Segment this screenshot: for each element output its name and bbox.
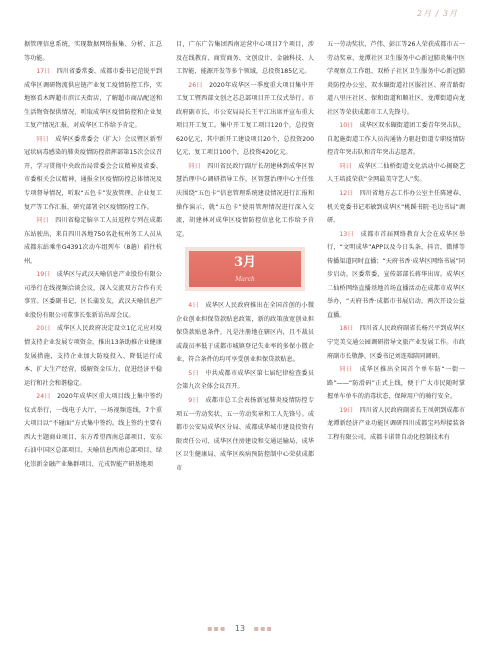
entry-date: 同日	[36, 217, 49, 225]
entry-date: 19日	[339, 406, 354, 414]
entry-text: 四川省委常委、成都市委书记范锐平到成华区调研物流供应链产业复工疫情防控工作，实地察看木晖超市滨江天街店，了解超市商品配送和生活物资保供情况，听取成华区疫情防控和企业复工复产情况汇报，对成华区工作给予肯定。	[24, 68, 162, 130]
entry-text: 成华区委常委会（扩大）会议暨区新型冠状病毒感染的肺炎疫情防控指挥部第15次会议召开，学习贯彻中央政治局常委会会议精神及省委、市委相关会议精神，通报全区疫情防控总体情况及专项督导情况，听取“五色卡”发放管理、企业复工复产等工作汇报，研究部署全区疫情防控工作。	[24, 135, 162, 211]
chronicle-entry	[327, 160, 465, 187]
entry-date: 18日	[339, 325, 354, 333]
entry-date: 24日	[36, 393, 51, 401]
entry-date: 12日	[339, 190, 354, 198]
entry-date: 13日	[339, 230, 355, 238]
chronicle-entry	[176, 160, 314, 241]
entry-date: 同日	[36, 135, 49, 143]
entry-date: 5日	[188, 369, 199, 377]
chronicle-entry	[327, 363, 465, 404]
column-3	[327, 38, 465, 444]
chronicle-entry	[176, 38, 314, 79]
page-number: 13	[234, 624, 246, 633]
entry-text: 目，广东广告集团西南运营中心项目7个项目，涉及在线教育、商贸商务、文创设计、金融科技、人工智能、能源开发等多个领域，总投资185亿元。	[176, 41, 314, 76]
entry-date: 同日	[339, 162, 352, 170]
chronicle-entry	[24, 65, 162, 133]
chronicle-entry	[176, 394, 314, 475]
entry-text: 五一劳动奖状，芦伟、彭江等26人荣获成都市五一劳动奖章，龙潭社区卫生服务中心新冠肺炎集中医学观察点工作组、双桥子社区卫生服务中心新冠肺炎防控办公室、双水碾街道社区服社区、府青路街道八里庄社区、保和街道和顺社区、龙潭街道向龙社区等荣获成都市工人先锋号。	[327, 41, 465, 116]
chronicle-entry	[24, 38, 162, 65]
chronicle-entry	[327, 322, 465, 363]
entry-date: 17日	[36, 68, 51, 76]
entry-text: 2020年成华区重大项目线上集中签约仪式举行，一线电子大厅、一场视频连线，7个重大项目以“不碰面”方式集中签约。线上签约主要有西大主题商业项目、东方希望西南总部项目、安东石油中国区总部项目、天喻信息西南总部项目、绿化崇新金融产业集群项目、元戎智能产研基地项	[24, 393, 162, 468]
entry-date: 同日	[188, 162, 201, 170]
chronicle-entry	[327, 119, 465, 160]
entry-date: 9日	[188, 397, 199, 405]
month-heading-box	[189, 251, 301, 287]
month-subtitle: March	[235, 276, 255, 284]
entry-text: 中共成都市成华区第七届纪律检查委员会第九次全体会议召开。	[176, 369, 314, 391]
chronicle-entry	[24, 268, 162, 322]
footer-decoration-left: ▪▪▪	[207, 624, 227, 633]
chronicle-entry	[24, 322, 162, 390]
entry-text: 成都市首届网络教育大会在成华区举行，“文明成华”APP以及今日头条、抖音、微博等传播渠道同时直播；“天府书香·成华区网络书展”同步启动。区委常委、宣传部部长蒋华出席。成华区二仙桥网络直播基地首场直播活动在成都市成华区举办，“天府书香·成都市书展启动，两次开设公益直播。	[327, 230, 465, 319]
entry-text: 据管理信息系统，实现数据网络报集、分析、汇总等功能。	[24, 41, 162, 62]
chronicle-entry	[327, 404, 465, 445]
chronicle-entry	[24, 214, 162, 268]
chronicle-entry	[176, 367, 314, 394]
entry-date: 4日	[188, 302, 199, 310]
entry-date: 19日	[36, 271, 51, 279]
entry-date: 26日	[188, 81, 203, 89]
entry-text: 成华区人民政府决定设立1亿元应对疫情支持企业发展专项资金，推出13条助推企业健康发展措施，支持企业加大防疫投入、降低运行成本、扩大生产经营、缓解资金压力，促进经济平稳运行和社会和谐稳定。	[24, 325, 162, 387]
entry-text: 成华区推出全国首个单车防“一街一路”——“防滑码”正式上线，便于广大市民随时掌握单车单车的消毒状态，保障用户的骑行安全。	[327, 366, 465, 401]
entry-text: 成华区双水碾街道团工委青年突击队，自起施街道工作人员沟通协力驱赶街道专职疫情防控青年突击队和青年突击志愿者。	[327, 122, 465, 157]
entry-text: 四川省稳定脑卒工人员返程专列在成都东站驶出，来自四川各地750名赴杭州务工人员从成都东站乘坐G4391次动车组列车（8趟）前往杭州。	[24, 217, 162, 265]
entry-date: 10日	[339, 122, 354, 130]
column-2	[176, 38, 314, 475]
entry-text: 四川省民政厅副厅长胡建林到成华区智慧治理中心调研指导工作，区智慧治理中心主任张庆围绕“五色卡”信息管理系统建设情况进行汇报和操作演示，就“五色卡”使用管理情况进行深入交流，胡建林对成华区疫情防控信息化工作给予肯定。	[176, 162, 314, 238]
entry-text: 成华区二仙桥街道文化活动中心揭晓艺人王培波荣获“全网最美守艺人”奖。	[327, 162, 465, 184]
entry-text: 2020年成华区一季度重大项目集中开工复工暨西部文创之芯总部项目开工仪式举行。市政府副市长、市公安局局长王平江出席并宣布重大项目开工复工。集中开工复工项目120个，总投资620亿元，其中新开工建设项目20个，总投资200亿元，复工项目100个，总投资420亿元。	[176, 81, 314, 157]
entry-date: 同日	[339, 366, 353, 374]
chronicle-entry	[327, 38, 465, 119]
chronicle-entry	[176, 79, 314, 160]
column-1	[24, 38, 162, 472]
page-footer	[0, 624, 480, 633]
page-header-label: 2月 / 3月	[417, 9, 458, 18]
chronicle-entry	[327, 228, 465, 323]
entry-date: 20日	[36, 325, 51, 333]
entry-text: 成都市总工会表扬新冠肺炎疫情防控专项五一劳动奖状、五一劳动奖章和工人先锋号。成都市公安局成华区分局、成都成华城市建设投资有限责任公司、成华区住房建设和交通运输局、成华区卫生健康局、成华区疾病预防控制中心荣获成都市	[176, 397, 314, 472]
chronicle-entry	[176, 299, 314, 367]
entry-text: 四川省人民政府副省长杨兴平到成华区宁完美交通公园调研指导文旅产业发展工作。市政府副市长敬静、区委书记刘连瑞陪同调研。	[327, 325, 465, 360]
chronicle-entry	[327, 187, 465, 228]
entry-text: 四川省地方志工作办公室主任陈建春、机关党委书记邓敏到成华区“桃蹊书院·毛边书局”调研。	[327, 190, 465, 225]
entry-text: 四川省人民政府副省长王凤朝到成都市龙潭新经济产业功能区调研四川成都宝玛焊接装备工程有限公司，成都卡诺普自动化控制技术有	[327, 406, 465, 441]
month-title: 3月	[233, 255, 257, 271]
entry-text: 成华区与武汉天喻信息产业股份有限公司举行在线视频洽谈会议，深入交流双方合作有关事宜。区委副书记、区长蒲发友，武汉天喻信息产业股份有限公司董事长张新访出席会议。	[24, 271, 162, 319]
chronicle-entry	[24, 133, 162, 214]
entry-text: 成华区人民政府推出在全国首创的小微企业创业担保贷款贴息政策，新的政策放宽创业担保贷款贴息条件，凡是注册地在辖区内，且不裁员或裁员率低于成都市城镇登记失业率的多保小微企业，符合条件的均可享受创业担保贷款贴息。	[176, 302, 314, 364]
chronicle-entry	[24, 390, 162, 471]
footer-decoration-right: ▪▪▪	[253, 624, 273, 633]
